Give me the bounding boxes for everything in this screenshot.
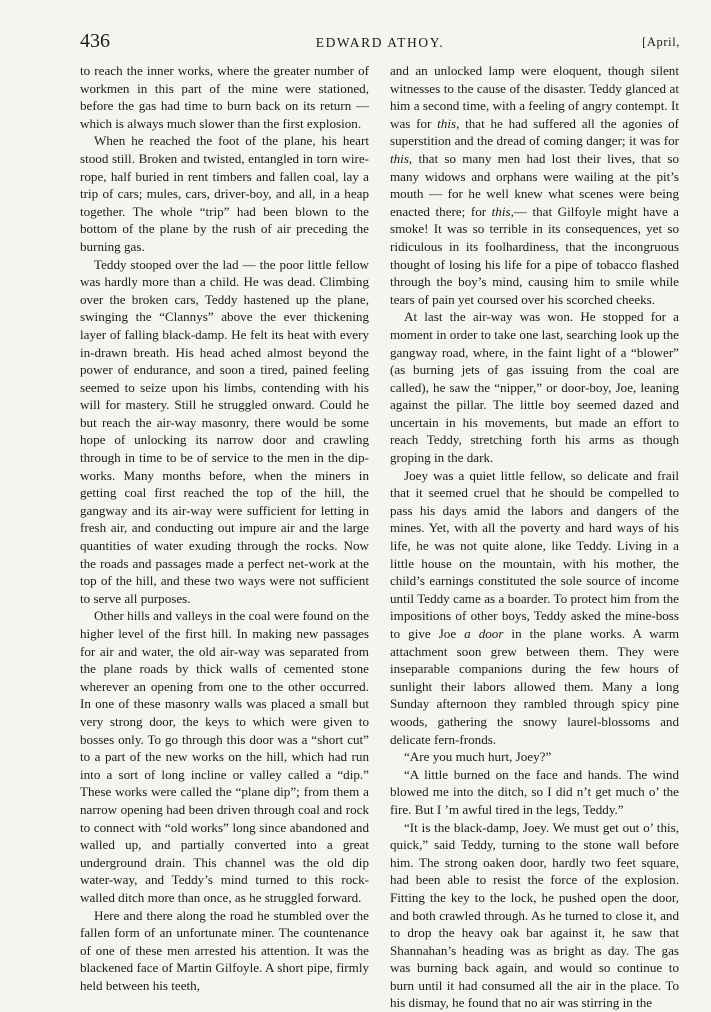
- dialogue-paragraph: “A little burned on the face and hands. The wind blowed me into the ditch, so I did n’t get much o’ the fire. But I ’m awful tired in the legs, Teddy.”: [390, 766, 679, 817]
- paragraph: to reach the inner works, where the greater number of workmen in this part of the mine were stationed, before the gas had time to burn back on its return — which is always much slower than the first explosion.: [80, 63, 369, 131]
- paragraph: Teddy stooped over the lad — the poor little fellow was hardly more than a child. He was dead. Climbing over the broken cars, Teddy hastened up the plane, swinging the “Clannys” above the ever thickening layer of falling black-damp. He felt its heat with every in-drawn breath. His head ached almost beyond the power of endurance, and soon a tired, pained feeling seemed to seize upon his limbs, contending with his will for mastery. Still he struggled onward. Could he but reach the air-way masonry, there would be some hope of unlocking its narrow door and crawling through in time to be of service to the men in the dip-works. Many months before, when the miners in getting coal first reached the top of the hill, the gangway and its air-way were sufficient for letting in fresh air, and conducting out impure air and the large quantities of water exuding through the rocks. Now the roads and passages made a perfect net-work at the top of the hill, and these two ways were not sufficient to serve all purposes.: [80, 256, 369, 606]
- left-column: [80, 62, 369, 994]
- paragraph: Joey was a quiet little fellow, so delicate and frail that it seemed cruel that he should be compelled to pass his days amid the labors and dangers of the mines. Yet, with all the poverty and hard ways of his life, he was not quite alone, like Teddy. Living in a little house on the mountain, with his mother, the child’s earnings constituted the sole source of income until Teddy came as a boarder. To protect him from the impositions of other boys, Teddy asked the mine-boss to give Joe a door in the plane works. A warm attachment soon grew between them. They were inseparable companions during the few hours of sunlight their labors allowed them. Many a long Sunday afternoon they rambled through spicy pine woods, gathering the snowy laurel-blossoms and delicate fern-fronds.: [390, 467, 680, 747]
- dialogue-paragraph: “Are you much hurt, Joey?”: [404, 749, 552, 765]
- page-number: 436: [80, 30, 110, 52]
- right-column: [390, 62, 679, 1012]
- page-header: [80, 30, 680, 56]
- paragraph: Other hills and valleys in the coal were found on the higher level of the first hill. In making new passages for air and water, the old air-way was separated from the plane roads by thick walls of cemented stone wherever an opening from one to the other occurred. In one of these masonry walls was placed a small but very strong door, the keys to which were given to bosses only. To go through this door was a “short cut” to a part of the new works on the hill, which had run into a sort of long incline or valley called a “dip.” These works were called the “plane dip”; from them a narrow opening had been driven through coal and rock to connect with “old works” long since abandoned and walled up, and partially converted into a great underground drain. This channel was the old dip water-way, and Teddy’s mind turned to this rock-walled ditch more than once, as he struggled forward.: [80, 608, 369, 905]
- issue-label: [April,: [642, 35, 680, 49]
- paragraph: When he reached the foot of the plane, his heart stood still. Broken and twisted, entangled in torn wire-rope, half buried in rent timbers and fallen coal, lay a trip of cars; mules, cars, driver-boy, and all, in a heap together. The whole “trip” had been blown to the bottom of the plane by the rush of air preceding the burning gas.: [80, 133, 369, 254]
- paragraph: and an unlocked lamp were eloquent, though silent witnesses to the cause of the disaster. Teddy glanced at him a second time, with a feeling of angry contempt. It was for this, that he had suffered all the agonies of superstition and the dread of coming danger; it was for this, that so many men had lost their lives, that so many widows and orphans were wailing at the pit’s mouth — for he well knew what scenes were being enacted there; for this,— that Gilfoyle might have a smoke! It was so terrible in its consequences, yet so ridiculous in its foolhardiness, that the incongruous thought of losing his life for a pipe of tobacco flashed through the boy’s mind, causing him to smile while tears of pain yet coursed over his scorched cheeks.: [390, 63, 679, 307]
- paragraph: Here and there along the road he stumbled over the fallen form of an unfortunate miner. The countenance of one of these men arrested his attention. It was the blackened face of Martin Gilfoyle. A short pipe, firmly held between his teeth,: [80, 907, 369, 993]
- dialogue-paragraph: “It is the black-damp, Joey. We must get out o’ this, quick,” said Teddy, turning to the stone wall before him. The strong oaken door, hardly two feet square, had been able to resist the force of the explosion. Fitting the key to the lock, he pushed open the door, and both crawled through. As he turned to close it, and to drop the heavy oak bar against it, he saw that Shannahan’s heading was as bright as day. The gas was burning back again, and would so continue to burn until it had consumed all the air in the place. To his dismay, he found that no air was stirring in the: [390, 819, 679, 1011]
- paragraph: At last the air-way was won. He stopped for a moment in order to take one last, searching look up the gangway road, where, in the faint light of a “blower” (as burning jets of gas issuing from the coal are called), he saw the “nipper,” or door-boy, Joe, leaning against the pillar. The little boy seemed dazed and uncertain in his movements, but made an effort to reach Teddy, stretching forth his arms as though groping in the dark.: [390, 309, 679, 466]
- running-title: EDWARD ATHOY.: [315, 35, 445, 50]
